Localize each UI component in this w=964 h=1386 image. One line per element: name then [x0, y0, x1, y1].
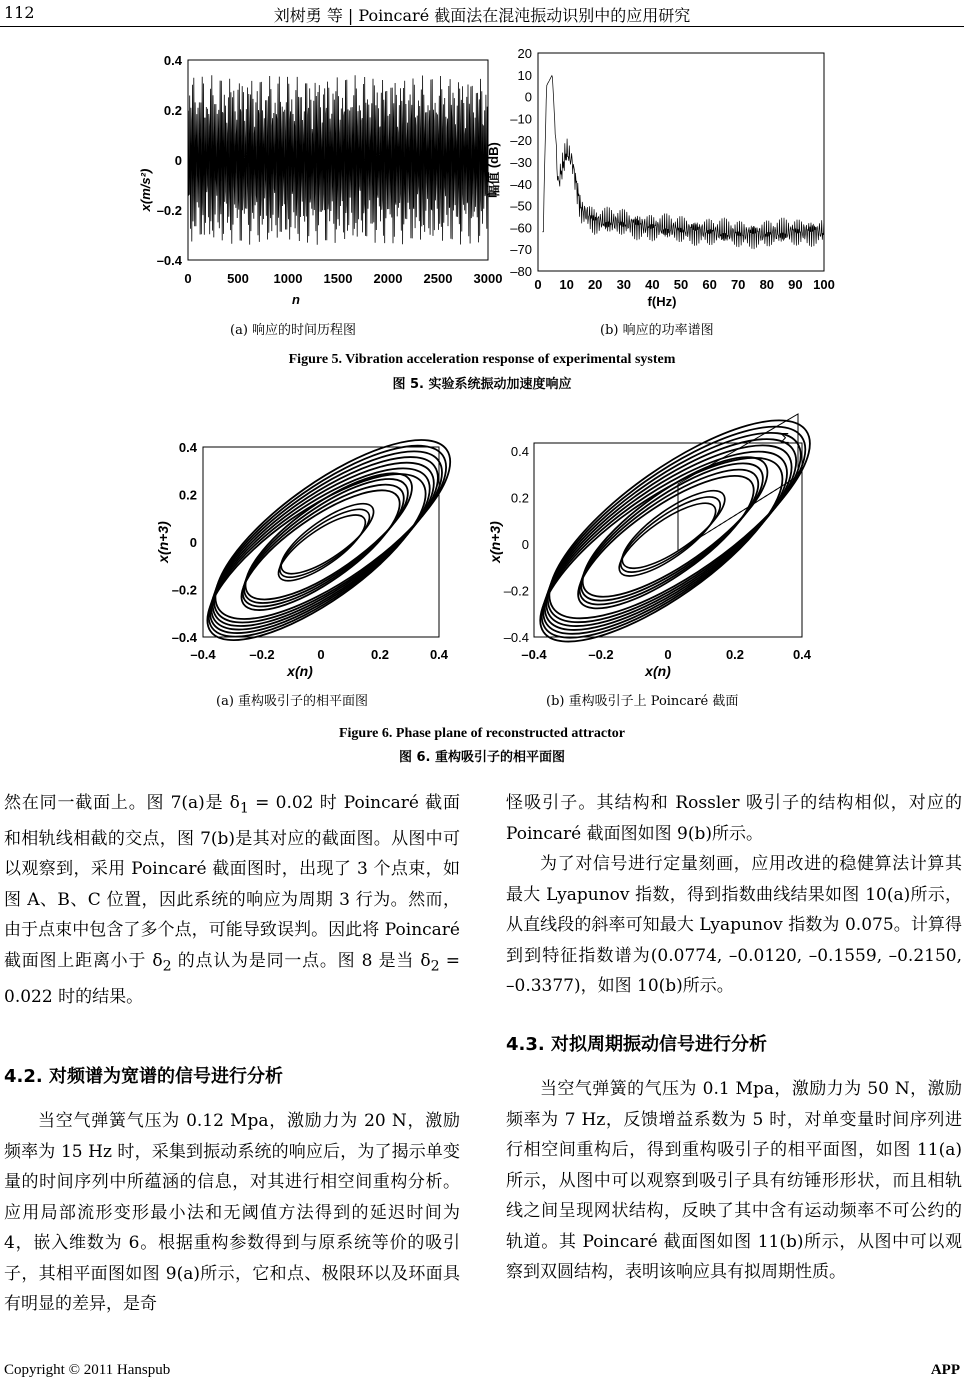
fig5b-ytick-tick-0: 20 — [517, 46, 532, 61]
fig5a-xtick-tick-1: 500 — [227, 271, 249, 286]
right-paragraph-3: 当空气弹簧的气压为 0.1 Mpa，激励力为 50 N，激励频率为 7 Hz，反馈增益系数为 5 时，对单变量时间序列进行相空间重构后，得到重构吸引子的相平面图，如图 11(a)所示，从图中可以观察到吸引子具有纺锤形形状，而且相轨线之间呈现网状结构，反映了其中含有运动频率不可公约的轨道。其 Poincaré 截面图如图 11(b)所示，从图中可以观察到双圆结构，表明该响应具有拟周期性质。 — [506, 1079, 962, 1282]
left-paragraph-2: 当空气弹簧气压为 0.12 Mpa，激励力为 20 N，激励频率为 15 Hz 时，采集到振动系统的响应后，为了揭示单变量的时间序列中所蕴涵的信息，对其进行相空间重构分析。应用局部流形变形最小法和无阈值方法得到的延迟时间为 4，嵌入维数为 6。根据重构参数得到与原系统等价的吸引子，其相平面图如图 9(a)所示，它和点、极限环以及环面具有明显的差异，是奇 — [4, 1111, 460, 1314]
fig5-caption-zh: 图 5. 实验系统振动加速度响应 — [392, 377, 572, 392]
running-header — [0, 0, 964, 26]
fig6b-xtick-tick-2: 0 — [664, 647, 672, 662]
fig5b-xlabel: f(Hz) — [647, 294, 677, 309]
fig5b-xtick-tick-7: 70 — [730, 277, 746, 292]
footer-copyright: Copyright © 2011 Hanspub — [4, 1362, 171, 1378]
fig6a-ytick-tick-3: –0.2 — [171, 582, 197, 598]
fig5b-ytick-tick-7: –50 — [510, 198, 532, 214]
fig5b-ytick-tick-5: –30 — [510, 155, 532, 170]
fig6-sub-a: (a) 重构吸引子的相平面图 — [216, 694, 369, 709]
right-paragraph-2: 为了对信号进行定量刻画，应用改进的稳健算法计算其最大 Lyapunov 指数，得到指数曲线结果如图 10(a)所示，从直线段的斜率可知最大 Lyapunov 指数为 0.075。计算得到到特征指数谱为(0.0774, –0.0120, –0.1559, –0.2150, –0.3377)，如图 10(b)所示。 — [506, 854, 962, 996]
fig6b-xlabel: x(n) — [645, 663, 671, 679]
left-paragraph-1: 然在同一截面上。图 7(a)是 $\delta_1 = 0.02$ 时 Poincaré 截面和相轨线相截的交点，图 7(b)是其对应的截面图。从图中可以观察到，采用 Poincaré 截面图时，出现了 3 个点束，如图 A、B、C 位置，因此系统的响应为周期 3 行为。然而，由于点束中包含了多个点，可能导致误判。因此将 Poincaré 截面图上距离小于 $\delta_2$ 的点认为是同一点。图 8 是当 $\delta_2 = 0.022$ 时的结果。 — [4, 793, 461, 1007]
fig5-sub-b: (b) 响应的功率谱图 — [600, 323, 714, 338]
fig5b-ytick-tick-4: –20 — [510, 133, 532, 149]
right-column — [506, 788, 962, 1002]
fig6-caption-en: Figure 6. Phase plane of reconstructed attractor — [338, 726, 626, 741]
fig5a-xlabel: n — [292, 292, 300, 307]
sigma-label: Σ — [780, 430, 790, 447]
fig5b-ytick-tick-3: –10 — [510, 111, 532, 127]
fig6a-xtick-tick-1: –0.2 — [249, 647, 275, 662]
fig5a-ytick-tick-1: 0.2 — [163, 103, 182, 118]
fig5b-xtick-tick-8: 80 — [759, 277, 775, 292]
fig6a-attractor — [184, 430, 460, 669]
fig5b-series-line — [542, 76, 824, 250]
fig5b-xtick-tick-9: 90 — [788, 277, 803, 292]
fig6-caption-zh: 图 6. 重构吸引子的相平面图 — [398, 750, 566, 765]
fig6b-chart — [484, 410, 816, 682]
fig6b-ytick-tick-1: 0.2 — [510, 490, 529, 506]
fig5b-chart — [482, 42, 840, 314]
fig6b-xtick-tick-3: 0.2 — [725, 647, 745, 662]
fig5b-ytick-tick-6: –40 — [510, 176, 532, 192]
fig6b-xtick-tick-4: 0.4 — [792, 647, 812, 662]
footer-journal: APP — [930, 1362, 960, 1378]
fig5b-ytick-tick-1: 10 — [517, 67, 532, 83]
fig5a-chart — [130, 42, 502, 314]
fig5-caption-en: Figure 5. Vibration acceleration response of experimental system — [288, 352, 676, 367]
attractor-loop-0-6 — [190, 430, 460, 650]
fig6a-ytick-tick-2: 0 — [189, 535, 197, 550]
fig5a-ylabel: x(m/s²) — [138, 168, 153, 212]
fig5a-xtick-tick-2: 1000 — [273, 271, 303, 286]
fig6a-chart — [150, 430, 460, 682]
fig5b-ytick-tick-8: –60 — [510, 220, 532, 236]
fig6a-xtick-tick-0: –0.4 — [190, 647, 216, 662]
fig5a-ytick-tick-3: –0.2 — [156, 203, 182, 218]
fig6a-ylabel: x(n+3) — [155, 521, 171, 563]
fig5b-xtick-tick-6: 60 — [702, 277, 717, 292]
fig5a-xtick-tick-0: 0 — [184, 271, 192, 286]
fig5b-xtick-tick-0: 0 — [534, 277, 542, 292]
fig5b-ytick-tick-9: –70 — [510, 242, 532, 258]
fig5b-ylabel: 幅值 (dB) — [486, 142, 501, 198]
fig6a-xtick-tick-3: 0.2 — [370, 647, 390, 662]
left-column — [4, 788, 460, 1012]
fig5b-ytick-tick-2: 0 — [524, 89, 532, 105]
fig6a-xtick-tick-2: 0 — [317, 647, 325, 662]
left-paragraph-2-container — [4, 1106, 460, 1320]
fig5b-xtick-tick-3: 30 — [616, 277, 632, 292]
right-paragraph-1: 怪吸引子。其结构和 Rossler 吸引子的结构相似，对应的 Poincaré 截面图如图 9(b)所示。 — [506, 793, 962, 844]
page-number: 112 — [4, 3, 35, 22]
fig5b-xtick-tick-5: 50 — [673, 277, 689, 292]
fig5b-xtick-tick-1: 10 — [559, 277, 574, 292]
fig6a-xlabel: x(n) — [287, 663, 313, 679]
fig6b-ylabel: x(n+3) — [487, 521, 503, 563]
fig6a-xtick-tick-4: 0.4 — [429, 647, 449, 662]
fig6a-ytick-tick-0: 0.4 — [178, 440, 197, 455]
section-4-3-heading: 4.3. 对拟周期振动信号进行分析 — [506, 1034, 767, 1055]
fig5b-xtick-tick-4: 40 — [645, 277, 660, 292]
fig5-sub-a: (a) 响应的时间历程图 — [230, 323, 357, 338]
fig5a-xtick-tick-5: 2500 — [423, 271, 453, 286]
fig6-sub-b: (b) 重构吸引子上 Poincaré 截面 — [546, 694, 739, 709]
fig5a-xtick-tick-6: 3000 — [473, 271, 502, 286]
header-rule — [0, 26, 964, 27]
fig6b-xtick-tick-1: –0.2 — [588, 647, 614, 662]
fig5a-ytick-tick-0: 0.4 — [163, 53, 182, 68]
fig5a-xtick-tick-4: 2000 — [373, 271, 403, 286]
fig5b-ytick-tick-10: –80 — [510, 264, 532, 279]
fig6a-ytick-tick-1: 0.2 — [178, 487, 197, 503]
fig5a-ytick-tick-2: 0 — [174, 153, 182, 168]
attractor-loop-0-4 — [520, 410, 816, 659]
fig5b-xtick-tick-2: 20 — [587, 277, 603, 292]
fig5a-series-line — [188, 75, 488, 245]
fig6b-ytick-tick-4: –0.4 — [503, 630, 529, 645]
fig6b-ytick-tick-0: 0.4 — [510, 444, 529, 459]
fig5a-xtick-tick-3: 1500 — [323, 271, 353, 286]
fig6b-ytick-tick-2: 0 — [521, 537, 529, 552]
running-title: 刘树勇 等 | Poincaré 截面法在混沌振动识别中的应用研究 — [273, 6, 691, 25]
fig6a-ytick-tick-4: –0.4 — [171, 630, 197, 645]
section-4-2-heading: 4.2. 对频谱为宽谱的信号进行分析 — [4, 1066, 283, 1087]
fig6b-attractor — [515, 410, 816, 673]
fig6b-ytick-tick-3: –0.2 — [503, 583, 529, 599]
fig5b-xtick-tick-10: 100 — [813, 277, 835, 292]
right-paragraph-3-container — [506, 1074, 962, 1288]
fig6b-xtick-tick-0: –0.4 — [521, 647, 547, 662]
fig5a-ytick-tick-4: –0.4 — [156, 253, 182, 268]
